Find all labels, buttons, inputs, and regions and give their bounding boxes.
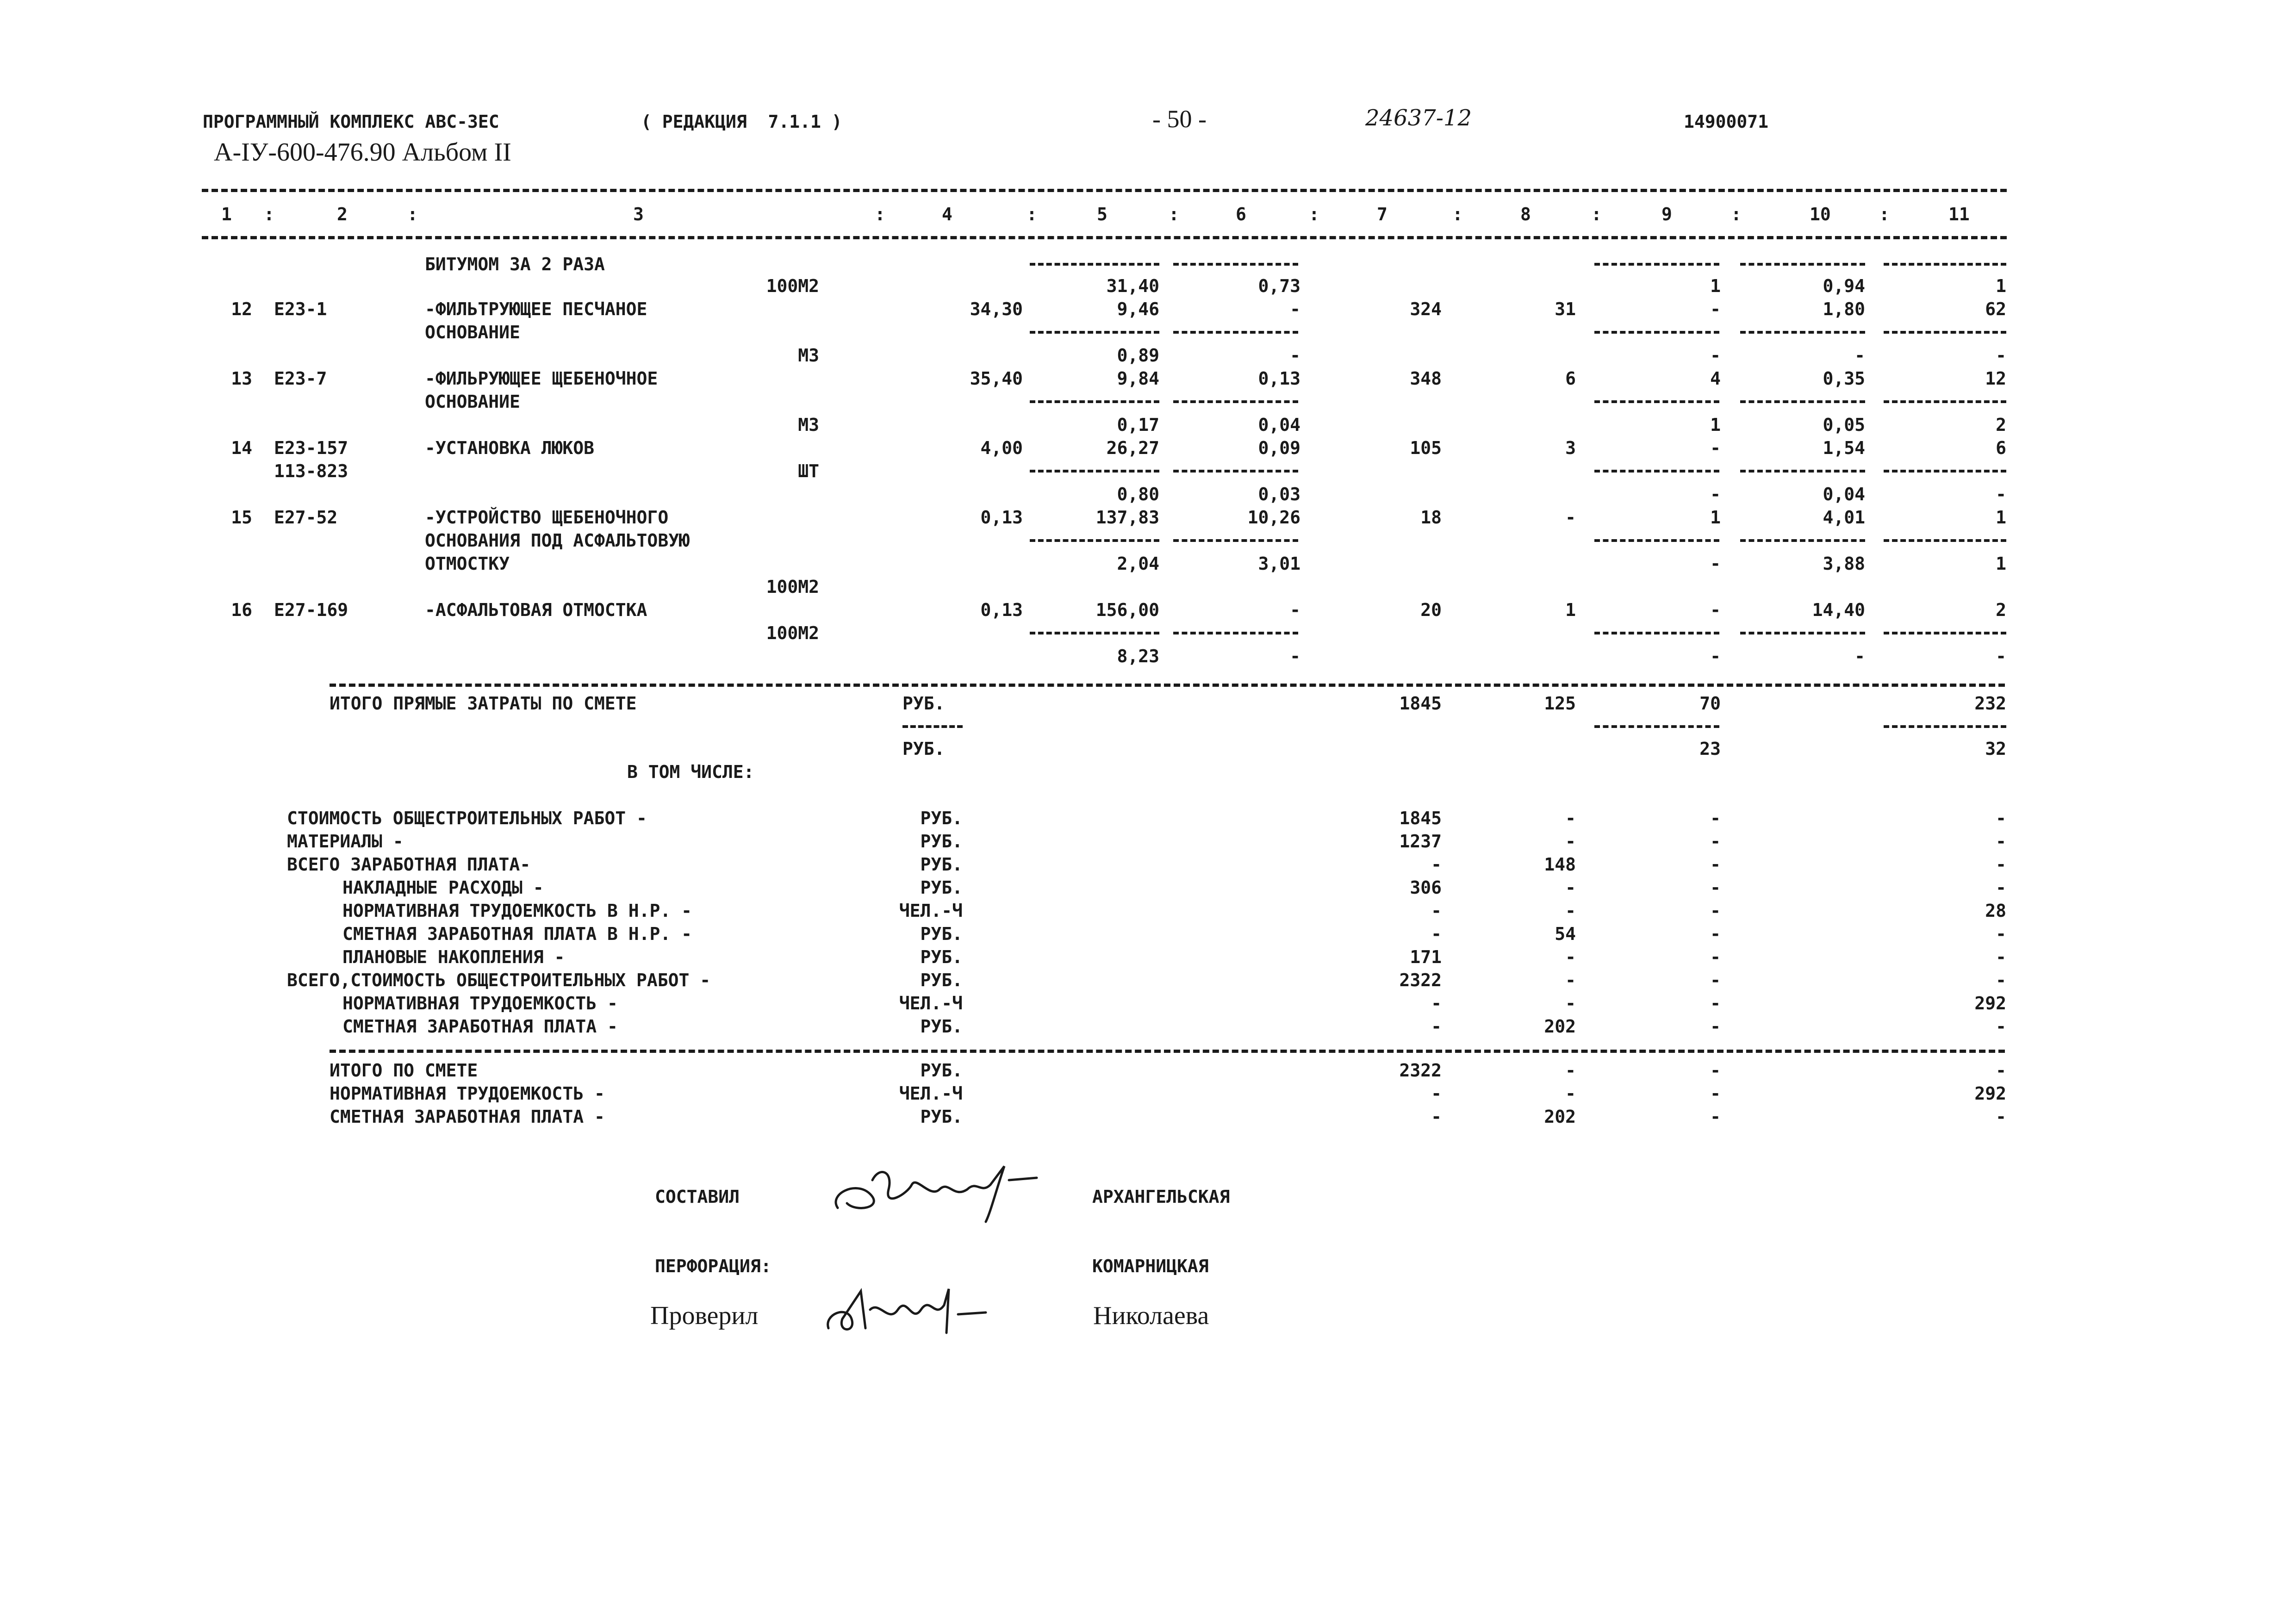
row-number: 15 — [231, 507, 252, 528]
column-header: 6 — [1236, 204, 1246, 224]
column-header: 5 — [1097, 204, 1108, 224]
row-cell-c6: - — [1290, 646, 1300, 666]
dashed-rule — [1173, 632, 1298, 634]
column-header: 2 — [337, 204, 348, 224]
breakdown-c7: - — [1431, 993, 1442, 1014]
column-header: 1 — [221, 204, 232, 224]
dashed-rule — [1594, 632, 1719, 634]
row-cell-c7: 105 — [1410, 438, 1442, 458]
row-cell-c10: - — [1854, 646, 1865, 666]
row-number: 14 — [231, 438, 252, 458]
row-cell-c8: 3 — [1565, 438, 1576, 458]
column-header: 7 — [1377, 204, 1388, 224]
breakdown-c11: - — [1996, 924, 2006, 944]
dashed-rule — [1594, 725, 1719, 728]
breakdown-c8: 148 — [1544, 854, 1576, 875]
breakdown-c8: - — [1565, 970, 1576, 990]
breakdown-c9: - — [1710, 854, 1721, 875]
breakdown-c11: - — [1996, 831, 2006, 852]
column-header: 4 — [942, 204, 952, 224]
final-c7: - — [1431, 1107, 1442, 1127]
row-cell-c6: 3,01 — [1258, 553, 1300, 574]
row-cell-c8: 31 — [1555, 299, 1576, 319]
row-cell-c6: 0,04 — [1258, 415, 1300, 435]
row-cell-c10: - — [1854, 345, 1865, 366]
dashed-rule — [1884, 400, 2006, 403]
row-cell-c5: 9,84 — [1117, 368, 1159, 389]
row-cell-c6: 0,73 — [1258, 276, 1300, 296]
column-separator: : — [1879, 204, 1890, 224]
dashed-rule — [1030, 263, 1159, 266]
row-description: БИТУМОМ ЗА 2 РАЗА — [425, 254, 605, 274]
row-cell-c7: 324 — [1410, 299, 1442, 319]
final-label: НОРМАТИВНАЯ ТРУДОЕМКОСТЬ - — [330, 1083, 605, 1104]
dashed-rule — [1594, 263, 1719, 266]
row-description: ОСНОВАНИЯ ПОД АСФАЛЬТОВУЮ — [425, 530, 690, 551]
row-cell-c6: - — [1290, 600, 1300, 620]
dashed-rule — [1884, 632, 2006, 634]
direct-costs-c11b: 32 — [1985, 739, 2006, 759]
column-separator: : — [1169, 204, 1179, 224]
breakdown-c7: 2322 — [1399, 970, 1442, 990]
dashed-rule — [1884, 263, 2006, 266]
final-unit: РУБ. — [920, 1060, 963, 1081]
breakdown-label: СМЕТНАЯ ЗАРАБОТНАЯ ПЛАТА - — [342, 1016, 618, 1037]
dashed-rule — [1173, 331, 1298, 334]
compiled-label: СОСТАВИЛ — [655, 1187, 740, 1207]
row-unit: 100М2 — [766, 623, 819, 643]
row-cell-c7: 18 — [1420, 507, 1442, 528]
dashed-rule — [1740, 263, 1865, 266]
column-header: 3 — [633, 204, 644, 224]
breakdown-unit: ЧЕЛ.-Ч — [899, 901, 963, 921]
breakdown-label: НАКЛАДНЫЕ РАСХОДЫ - — [342, 877, 544, 898]
row-cell-c7: 20 — [1420, 600, 1442, 620]
row-number: 12 — [231, 299, 252, 319]
row-cell-c5: 137,83 — [1095, 507, 1159, 528]
direct-costs-unit-2: РУБ. — [902, 739, 945, 759]
breakdown-c11: - — [1996, 970, 2006, 990]
breakdown-c8: - — [1565, 901, 1576, 921]
row-unit: 100М2 — [766, 276, 819, 296]
breakdown-c9: - — [1710, 808, 1721, 828]
dashed-rule — [1030, 331, 1159, 334]
row-number: 13 — [231, 368, 252, 389]
row-cell-c4: 34,30 — [970, 299, 1023, 319]
breakdown-c7: 1845 — [1399, 808, 1442, 828]
header-bottom-rule — [202, 236, 2007, 239]
breakdown-c7: - — [1431, 1016, 1442, 1037]
row-cell-c11: - — [1996, 646, 2006, 666]
row-cell-c9: - — [1710, 299, 1721, 319]
direct-costs-c9: 70 — [1699, 693, 1721, 714]
row-cell-c4: 4,00 — [980, 438, 1023, 458]
row-cell-c8: 6 — [1565, 368, 1576, 389]
row-description: -ФИЛЬРУЮЩЕЕ ЩЕБЕНОЧНОЕ — [425, 368, 658, 389]
row-cell-c9: - — [1710, 345, 1721, 366]
row-description: -ФИЛЬТРУЮЩЕЕ ПЕСЧАНОЕ — [425, 299, 647, 319]
breakdown-label: СТОИМОСТЬ ОБЩЕСТРОИТЕЛЬНЫХ РАБОТ - — [287, 808, 647, 828]
final-c11: - — [1996, 1060, 2006, 1081]
breakdown-c11: 28 — [1985, 901, 2006, 921]
breakdown-label: МАТЕРИАЛЫ - — [287, 831, 404, 852]
row-unit: М3 — [798, 415, 819, 435]
final-c11: - — [1996, 1107, 2006, 1127]
direct-costs-c7: 1845 — [1399, 693, 1442, 714]
row-description: ОСНОВАНИЕ — [425, 392, 520, 412]
row-cell-c9: - — [1710, 600, 1721, 620]
row-cell-c9: - — [1710, 484, 1721, 504]
breakdown-c9: - — [1710, 831, 1721, 852]
row-code: Е27-52 — [274, 507, 338, 528]
breakdown-label: ПЛАНОВЫЕ НАКОПЛЕНИЯ - — [342, 947, 565, 967]
breakdown-c11: - — [1996, 947, 2006, 967]
dashed-rule — [1740, 400, 1865, 403]
breakdown-c8: 202 — [1544, 1016, 1576, 1037]
breakdown-c7: 1237 — [1399, 831, 1442, 852]
program-title: ПРОГРАММНЫЙ КОМПЛЕКС АВС-3ЕС — [203, 112, 499, 132]
dashed-rule — [1884, 331, 2006, 334]
row-cell-c6: 10,26 — [1247, 507, 1300, 528]
final-unit: ЧЕЛ.-Ч — [899, 1083, 963, 1104]
dashed-rule — [1173, 263, 1298, 266]
row-cell-c10: 14,40 — [1812, 600, 1865, 620]
row-cell-c6: 0,13 — [1258, 368, 1300, 389]
direct-costs-unit: РУБ. — [902, 693, 945, 714]
breakdown-c9: - — [1710, 970, 1721, 990]
perforation-name: КОМАРНИЦКАЯ — [1092, 1256, 1209, 1276]
row-cell-c10: 0,04 — [1823, 484, 1865, 504]
compiled-name: АРХАНГЕЛЬСКАЯ — [1092, 1187, 1230, 1207]
column-separator: : — [1309, 204, 1319, 224]
row-cell-c11: - — [1996, 484, 2006, 504]
dashed-rule — [330, 1050, 2005, 1053]
breakdown-c7: - — [1431, 854, 1442, 875]
row-cell-c5: 0,80 — [1117, 484, 1159, 504]
including-label: В ТОМ ЧИСЛЕ: — [627, 762, 754, 782]
row-cell-c10: 1,80 — [1823, 299, 1865, 319]
breakdown-c7: 306 — [1410, 877, 1442, 898]
row-cell-c4: 35,40 — [970, 368, 1023, 389]
row-cell-c9: 1 — [1710, 276, 1721, 296]
row-code: Е23-157 — [274, 438, 348, 458]
breakdown-label: СМЕТНАЯ ЗАРАБОТНАЯ ПЛАТА В Н.Р. - — [342, 924, 692, 944]
row-description: -УСТРОЙСТВО ЩЕБЕНОЧНОГО — [425, 507, 669, 528]
breakdown-c7: 171 — [1410, 947, 1442, 967]
dashed-rule — [1884, 539, 2006, 542]
row-description: -АСФАЛЬТОВАЯ ОТМОСТКА — [425, 600, 647, 620]
breakdown-unit: РУБ. — [920, 854, 963, 875]
dashed-rule — [1594, 470, 1719, 473]
breakdown-label: ВСЕГО ЗАРАБОТНАЯ ПЛАТА- — [287, 854, 531, 875]
breakdown-label: ВСЕГО,СТОИМОСТЬ ОБЩЕСТРОИТЕЛЬНЫХ РАБОТ - — [287, 970, 711, 990]
column-separator: : — [407, 204, 418, 224]
breakdown-c7: - — [1431, 901, 1442, 921]
dashed-rule — [1030, 539, 1159, 542]
breakdown-c8: - — [1565, 831, 1576, 852]
dashed-rule — [1884, 725, 2006, 728]
document-code: 14900071 — [1684, 112, 1769, 132]
row-cell-c11: 12 — [1985, 368, 2006, 389]
row-code: 113-823 — [274, 461, 348, 481]
row-cell-c9: - — [1710, 646, 1721, 666]
column-separator: : — [1591, 204, 1602, 224]
breakdown-c9: - — [1710, 901, 1721, 921]
dashed-rule — [902, 725, 963, 728]
row-cell-c11: 2 — [1996, 600, 2006, 620]
row-cell-c9: 1 — [1710, 507, 1721, 528]
column-separator: : — [1027, 204, 1037, 224]
final-c8: 202 — [1544, 1107, 1576, 1127]
row-cell-c10: 3,88 — [1823, 553, 1865, 574]
checked-name: Николаева — [1093, 1301, 1209, 1330]
row-cell-c5: 156,00 — [1095, 600, 1159, 620]
row-code: Е23-7 — [274, 368, 327, 389]
breakdown-c8: - — [1565, 993, 1576, 1014]
dashed-rule — [1030, 470, 1159, 473]
dashed-rule — [1030, 400, 1159, 403]
breakdown-c8: 54 — [1555, 924, 1576, 944]
breakdown-unit: РУБ. — [920, 831, 963, 852]
direct-costs-c11: 232 — [1974, 693, 2006, 714]
final-c7: - — [1431, 1083, 1442, 1104]
column-header: 10 — [1810, 204, 1831, 224]
breakdown-unit: ЧЕЛ.-Ч — [899, 993, 963, 1014]
row-cell-c5: 8,23 — [1117, 646, 1159, 666]
breakdown-c8: - — [1565, 808, 1576, 828]
row-cell-c10: 0,94 — [1823, 276, 1865, 296]
breakdown-c11: - — [1996, 877, 2006, 898]
row-cell-c9: 1 — [1710, 415, 1721, 435]
column-header: 9 — [1661, 204, 1672, 224]
dashed-rule — [1594, 539, 1719, 542]
breakdown-unit: РУБ. — [920, 877, 963, 898]
breakdown-c11: 292 — [1974, 993, 2006, 1014]
row-cell-c11: 2 — [1996, 415, 2006, 435]
breakdown-c9: - — [1710, 993, 1721, 1014]
row-cell-c9: - — [1710, 438, 1721, 458]
breakdown-c7: - — [1431, 924, 1442, 944]
column-separator: : — [875, 204, 885, 224]
compiled-signature — [828, 1152, 1051, 1222]
breakdown-c9: - — [1710, 877, 1721, 898]
row-cell-c6: 0,03 — [1258, 484, 1300, 504]
row-cell-c11: 62 — [1985, 299, 2006, 319]
dashed-rule — [1030, 632, 1159, 634]
row-cell-c5: 2,04 — [1117, 553, 1159, 574]
row-description: ОТМОСТКУ — [425, 553, 510, 574]
direct-costs-label: ИТОГО ПРЯМЫЕ ЗАТРАТЫ ПО СМЕТЕ — [330, 693, 637, 714]
row-cell-c10: 4,01 — [1823, 507, 1865, 528]
row-cell-c4: 0,13 — [980, 507, 1023, 528]
breakdown-c9: - — [1710, 924, 1721, 944]
final-label: СМЕТНАЯ ЗАРАБОТНАЯ ПЛАТА - — [330, 1107, 605, 1127]
dashed-rule — [1594, 400, 1719, 403]
row-description: ОСНОВАНИЕ — [425, 322, 520, 342]
row-description: -УСТАНОВКА ЛЮКОВ — [425, 438, 595, 458]
row-cell-c5: 0,17 — [1117, 415, 1159, 435]
row-cell-c11: 6 — [1996, 438, 2006, 458]
row-cell-c8: 1 — [1565, 600, 1576, 620]
row-cell-c6: - — [1290, 299, 1300, 319]
header-top-rule — [202, 189, 2007, 192]
row-unit: 100М2 — [766, 577, 819, 597]
row-cell-c11: 1 — [1996, 553, 2006, 574]
final-c9: - — [1710, 1060, 1721, 1081]
dashed-rule — [1884, 470, 2006, 473]
page-number: - 50 - — [1152, 105, 1207, 133]
row-cell-c5: 31,40 — [1106, 276, 1159, 296]
row-cell-c5: 0,89 — [1117, 345, 1159, 366]
row-cell-c7: 348 — [1410, 368, 1442, 389]
edition-label: ( РЕДАКЦИЯ 7.1.1 ) — [641, 112, 842, 132]
dashed-rule — [1740, 470, 1865, 473]
breakdown-c8: - — [1565, 877, 1576, 898]
dashed-rule — [1173, 400, 1298, 403]
breakdown-unit: РУБ. — [920, 924, 963, 944]
row-cell-c6: 0,09 — [1258, 438, 1300, 458]
breakdown-c9: - — [1710, 947, 1721, 967]
final-c11: 292 — [1974, 1083, 2006, 1104]
breakdown-unit: РУБ. — [920, 947, 963, 967]
row-cell-c6: - — [1290, 345, 1300, 366]
breakdown-unit: РУБ. — [920, 1016, 963, 1037]
album-title: А-IУ-600-476.90 Альбом II — [214, 138, 511, 167]
final-unit: РУБ. — [920, 1107, 963, 1127]
dashed-rule — [1594, 331, 1719, 334]
checked-label: Проверил — [650, 1301, 759, 1330]
column-separator: : — [1731, 204, 1742, 224]
row-cell-c10: 0,35 — [1823, 368, 1865, 389]
breakdown-c9: - — [1710, 1016, 1721, 1037]
row-cell-c10: 1,54 — [1823, 438, 1865, 458]
column-header: 8 — [1520, 204, 1531, 224]
row-cell-c10: 0,05 — [1823, 415, 1865, 435]
column-separator: : — [264, 204, 274, 224]
row-unit: М3 — [798, 345, 819, 366]
breakdown-c11: - — [1996, 808, 2006, 828]
dashed-rule — [1173, 539, 1298, 542]
final-c9: - — [1710, 1107, 1721, 1127]
row-cell-c8: - — [1565, 507, 1576, 528]
final-c7: 2322 — [1399, 1060, 1442, 1081]
row-cell-c11: 1 — [1996, 507, 2006, 528]
direct-costs-c8: 125 — [1544, 693, 1576, 714]
row-cell-c11: 1 — [1996, 276, 2006, 296]
checked-signature — [819, 1282, 995, 1342]
row-cell-c5: 26,27 — [1106, 438, 1159, 458]
breakdown-c11: - — [1996, 854, 2006, 875]
dashed-rule — [1740, 331, 1865, 334]
dashed-rule — [330, 684, 2005, 687]
row-cell-c11: - — [1996, 345, 2006, 366]
row-number: 16 — [231, 600, 252, 620]
breakdown-c8: - — [1565, 947, 1576, 967]
final-label: ИТОГО ПО СМЕТЕ — [330, 1060, 478, 1081]
final-c8: - — [1565, 1060, 1576, 1081]
breakdown-label: НОРМАТИВНАЯ ТРУДОЕМКОСТЬ - — [342, 993, 618, 1014]
row-cell-c9: - — [1710, 553, 1721, 574]
row-cell-c4: 0,13 — [980, 600, 1023, 620]
row-code: Е27-169 — [274, 600, 348, 620]
breakdown-c11: - — [1996, 1016, 2006, 1037]
breakdown-unit: РУБ. — [920, 808, 963, 828]
row-cell-c5: 9,46 — [1117, 299, 1159, 319]
row-cell-c9: 4 — [1710, 368, 1721, 389]
dashed-rule — [1740, 539, 1865, 542]
direct-costs-c9b: 23 — [1699, 739, 1721, 759]
breakdown-label: НОРМАТИВНАЯ ТРУДОЕМКОСТЬ В Н.Р. - — [342, 901, 692, 921]
dashed-rule — [1173, 470, 1298, 473]
final-c8: - — [1565, 1083, 1576, 1104]
final-c9: - — [1710, 1083, 1721, 1104]
column-separator: : — [1452, 204, 1463, 224]
column-header: 11 — [1948, 204, 1970, 224]
row-unit: ШТ — [798, 461, 819, 481]
handwritten-code: 24637-12 — [1365, 105, 1472, 131]
row-code: Е23-1 — [274, 299, 327, 319]
perforation-label: ПЕРФОРАЦИЯ: — [655, 1256, 772, 1276]
breakdown-unit: РУБ. — [920, 970, 963, 990]
dashed-rule — [1740, 632, 1865, 634]
